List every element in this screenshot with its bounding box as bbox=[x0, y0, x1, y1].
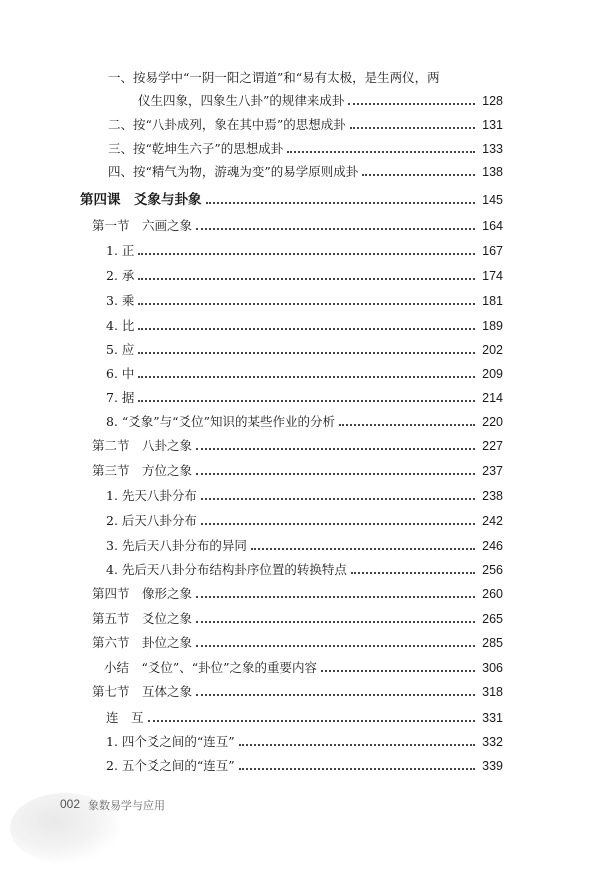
toc-entry-text: 4. 比 bbox=[106, 318, 135, 333]
dot-leader bbox=[251, 547, 475, 550]
dot-leader bbox=[196, 595, 475, 598]
toc-entry-text: 三、按“乾坤生六子”的思想成卦 bbox=[108, 141, 284, 156]
toc-entry-page: 202 bbox=[482, 343, 503, 357]
dot-leader bbox=[196, 227, 475, 230]
toc-subitem bbox=[106, 366, 503, 382]
toc-entry-page: 209 bbox=[482, 367, 503, 381]
toc-entry-page: 285 bbox=[482, 636, 503, 650]
toc-entry bbox=[108, 164, 503, 180]
toc-subitem bbox=[106, 513, 503, 529]
dot-leader bbox=[196, 472, 475, 475]
toc-subitem bbox=[106, 414, 503, 430]
toc-section bbox=[92, 684, 503, 700]
toc-subitem bbox=[106, 342, 503, 358]
toc-entry-page: 220 bbox=[482, 415, 503, 429]
toc-entry-text: 仪生四象，四象生八卦”的规律来成卦 bbox=[138, 93, 345, 108]
toc-entry-page: 181 bbox=[482, 294, 503, 308]
toc-entry-page: 331 bbox=[482, 711, 503, 725]
toc-entry-page: 167 bbox=[482, 244, 503, 258]
toc-entry-text: 4. 先后天八卦分布结构卦序位置的转换特点 bbox=[106, 562, 347, 577]
dot-leader bbox=[348, 102, 475, 105]
toc-entry-text: 2. 后天八卦分布 bbox=[106, 513, 197, 528]
page-footer bbox=[0, 785, 609, 871]
dot-leader bbox=[196, 693, 475, 696]
dot-leader bbox=[138, 252, 475, 255]
toc-subitem bbox=[106, 562, 503, 578]
toc-entry-text: 第四课 爻象与卦象 bbox=[80, 192, 202, 208]
toc-entry-text: 3. 先后天八卦分布的异同 bbox=[106, 538, 247, 553]
toc-entry-page: 237 bbox=[482, 464, 503, 478]
toc-entry-page: 128 bbox=[482, 94, 503, 108]
toc-lesson bbox=[80, 192, 503, 208]
toc-entry-text: 7. 据 bbox=[106, 390, 135, 405]
toc-entry-page: 318 bbox=[482, 685, 503, 699]
toc-subitem bbox=[106, 243, 503, 259]
toc-entry-page: 145 bbox=[482, 193, 503, 207]
toc-entry-text: 6. 中 bbox=[106, 366, 135, 381]
dot-leader bbox=[138, 302, 475, 305]
toc-entry-text: 8. “爻象”与“爻位”知识的某些作业的分析 bbox=[106, 414, 335, 429]
dot-leader bbox=[339, 423, 475, 426]
toc-subitem bbox=[106, 293, 503, 309]
toc-entry-text: 四、按“精气为物，游魂为变”的易学原则成卦 bbox=[108, 164, 359, 179]
dot-leader bbox=[138, 351, 475, 354]
toc-entry-page: 306 bbox=[482, 661, 503, 675]
dot-leader bbox=[138, 327, 475, 330]
toc-entry-page: 164 bbox=[482, 219, 503, 233]
toc-subitem bbox=[106, 390, 503, 406]
toc-entry-text: 第六节 卦位之象 bbox=[92, 635, 193, 650]
toc-entry-text: 第三节 方位之象 bbox=[92, 463, 193, 478]
dot-leader bbox=[350, 126, 475, 129]
toc-entry-page: 227 bbox=[482, 439, 503, 453]
page-number: 002 bbox=[60, 797, 81, 811]
dot-leader bbox=[196, 620, 475, 623]
toc-entry-text: 第四节 像形之象 bbox=[92, 586, 193, 601]
toc-entry bbox=[108, 141, 503, 157]
dot-leader bbox=[201, 497, 475, 500]
toc-entry-text: 3. 乘 bbox=[106, 293, 135, 308]
toc-entry-text: 2. 承 bbox=[106, 268, 135, 283]
toc-section bbox=[92, 635, 503, 651]
toc-entry-page: 189 bbox=[482, 319, 503, 333]
book-title: 象数易学与应用 bbox=[88, 799, 165, 812]
toc-subitem bbox=[106, 734, 503, 750]
toc-entry-page: 131 bbox=[482, 118, 503, 132]
dot-leader bbox=[138, 399, 475, 402]
toc-entry-page: 138 bbox=[482, 165, 503, 179]
dot-leader bbox=[148, 719, 475, 722]
dot-leader bbox=[362, 173, 475, 176]
toc-subitem bbox=[106, 538, 503, 554]
toc-entry-page: 339 bbox=[482, 759, 503, 773]
toc-entry-page: 265 bbox=[482, 612, 503, 626]
dot-leader bbox=[206, 201, 476, 204]
toc-subitem bbox=[106, 710, 503, 726]
toc-entry-text: 小结 “爻位”、“卦位”之象的重要内容 bbox=[104, 660, 318, 675]
toc-entry-page: 242 bbox=[482, 514, 503, 528]
toc-entry-text: 二、按“八卦成列，象在其中焉”的思想成卦 bbox=[108, 117, 346, 132]
toc-summary bbox=[104, 660, 503, 676]
toc-entry-page: 238 bbox=[482, 489, 503, 503]
toc-entry-page: 133 bbox=[482, 142, 503, 156]
toc-entry-text: 第一节 六画之象 bbox=[92, 218, 193, 233]
toc-entry-text: 1. 四个爻之间的“连互” bbox=[106, 734, 235, 749]
dot-leader bbox=[239, 767, 475, 770]
dot-leader bbox=[287, 150, 475, 153]
toc-entry bbox=[108, 117, 503, 133]
toc-subitem bbox=[106, 268, 503, 284]
toc-section bbox=[92, 218, 503, 234]
toc-entry-text: 5. 应 bbox=[106, 342, 135, 357]
toc-entry-text: 连 互 bbox=[106, 710, 144, 725]
toc-entry-text: 1. 先天八卦分布 bbox=[106, 488, 197, 503]
toc-entry-page: 214 bbox=[482, 391, 503, 405]
toc-section bbox=[92, 438, 503, 454]
toc-entry-page: 256 bbox=[482, 563, 503, 577]
toc-entry-page: 332 bbox=[482, 735, 503, 749]
toc-subitem bbox=[106, 318, 503, 334]
dot-leader bbox=[196, 644, 475, 647]
toc-entry-text: 第五节 爻位之象 bbox=[92, 611, 193, 626]
toc-section bbox=[92, 611, 503, 627]
dot-leader bbox=[138, 375, 475, 378]
toc-section bbox=[92, 586, 503, 602]
toc-entry-text: 第二节 八卦之象 bbox=[92, 438, 193, 453]
toc-entry-page: 174 bbox=[482, 269, 503, 283]
toc-entry-text: 2. 五个爻之间的“连互” bbox=[106, 758, 235, 773]
toc-entry-text: 1. 正 bbox=[106, 243, 135, 258]
toc-entry-wrap-first: 一、按易学中“一阴一阳之谓道”和“易有太极，是生两仪，两 bbox=[108, 70, 440, 85]
dot-leader bbox=[239, 743, 475, 746]
toc-entry-page: 246 bbox=[482, 539, 503, 553]
toc-entry-text: 第七节 互体之象 bbox=[92, 684, 193, 699]
toc-subitem bbox=[106, 758, 503, 774]
toc-entry-page: 260 bbox=[482, 587, 503, 601]
dot-leader bbox=[201, 522, 475, 525]
dot-leader bbox=[138, 277, 475, 280]
dot-leader bbox=[351, 571, 475, 574]
toc-subitem bbox=[106, 488, 503, 504]
dot-leader bbox=[321, 669, 475, 672]
dot-leader bbox=[196, 447, 475, 450]
toc-section bbox=[92, 463, 503, 479]
toc-entry bbox=[138, 93, 503, 109]
